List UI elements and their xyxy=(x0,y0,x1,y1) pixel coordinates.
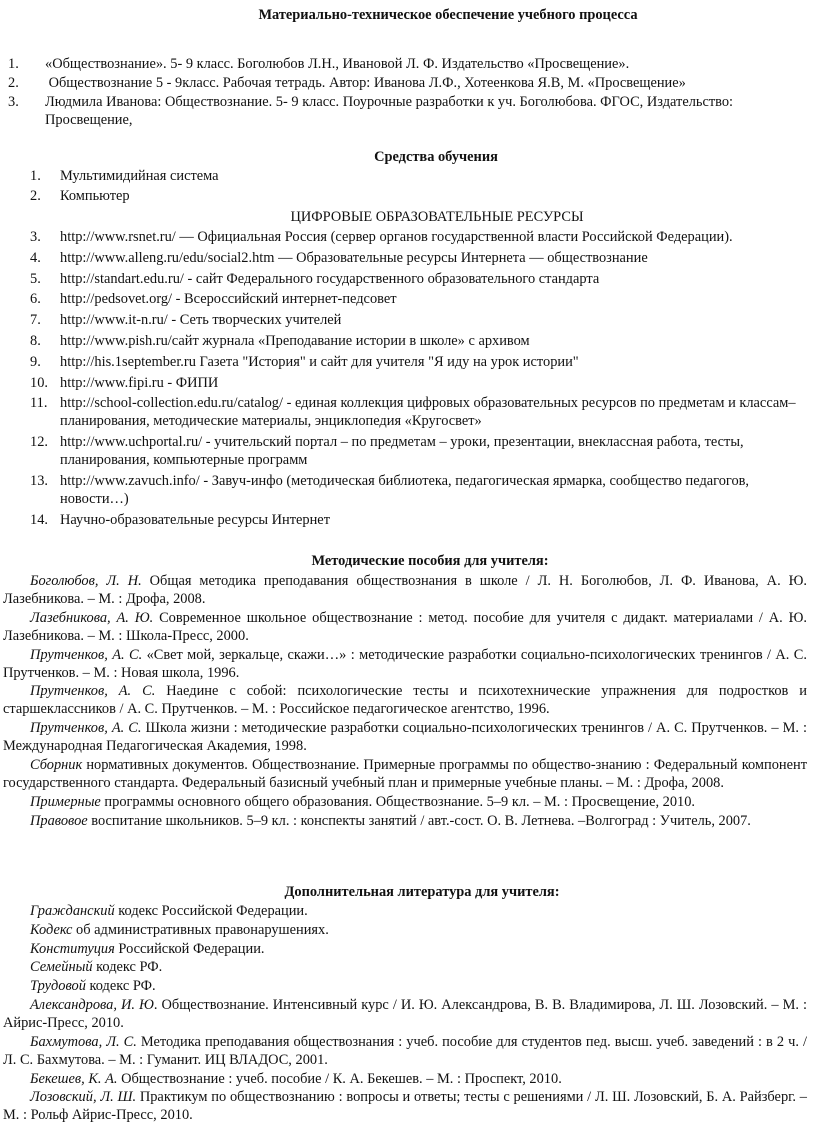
item-number: 6. xyxy=(30,291,41,308)
entry-text: кодекс Российской Федерации. xyxy=(114,903,308,919)
entry-text: Методика преподавания обществознания : учеб. пособие для студентов пед. высш. учеб. заведений : в 2 ч. / Л. С. Бахмутова. – М. : Гуманит. ИЦ ВЛАДОС, 2001. xyxy=(3,1033,807,1068)
list-item xyxy=(0,374,800,392)
item-text: http://his.1september.ru Газета "История" и сайт для учителя "Я иду на урок истории" xyxy=(60,353,579,370)
bibliography-entry xyxy=(3,793,807,811)
methodical-list xyxy=(0,572,816,830)
item-number: 5. xyxy=(30,270,41,287)
section-heading-additional: Дополнительная литература для учителя: xyxy=(284,884,560,900)
item-text: http://www.uchportal.ru/ - учительский портал – по предметам – уроки, презентации, внеклассная работа, тесты, планирования, компьютерные программ xyxy=(60,434,744,469)
entry-text: Школа жизни : методические разработки социально-психологических тренингов / А. С. Прутченков. – М. : Международная Педагогическая Академия, 1998. xyxy=(3,720,808,755)
bibliography-entry xyxy=(3,958,807,976)
entry-author: Бекешев, К. А. xyxy=(30,1070,118,1087)
item-number: 9. xyxy=(30,353,41,370)
item-text: http://www.alleng.ru/edu/social2.htm — Образовательные ресурсы Интернета — обществознание xyxy=(60,249,648,266)
list-item xyxy=(0,353,800,371)
item-text: Научно-образовательные ресурсы Интернет xyxy=(60,511,330,528)
bibliography-entry xyxy=(3,1033,807,1069)
list-item xyxy=(0,511,800,529)
bibliography-entry xyxy=(3,812,807,830)
list-item xyxy=(0,270,800,288)
list-item xyxy=(0,249,800,267)
entry-author: Примерные xyxy=(30,793,101,810)
item-number: 2. xyxy=(30,187,41,204)
list-item xyxy=(0,55,805,73)
entry-author: Прутченков, А. С. xyxy=(30,683,156,700)
list-item xyxy=(0,74,805,92)
item-text: Обществознание 5 - 9класс. Рабочая тетрадь. Автор: Иванова Л.Ф., Хотеенкова Я.В, М. «Просвещение» xyxy=(45,75,686,91)
bibliography-entry xyxy=(3,756,807,792)
item-number: 13. xyxy=(30,472,48,489)
list-item xyxy=(0,394,800,430)
bibliography-entry xyxy=(3,940,807,958)
item-number: 14. xyxy=(30,511,48,528)
list-item xyxy=(0,311,800,329)
textbook-list xyxy=(0,55,816,129)
entry-text: программы основного общего образования. Обществознание. 5–9 кл. – М. : Просвещение, 2010. xyxy=(100,793,696,810)
tools-list xyxy=(0,167,816,206)
section-heading-methodical: Методические пособия для учителя: xyxy=(311,553,549,569)
entry-text: воспитание школьников. 5–9 кл. : конспекты занятий / авт.-сост. О. В. Летнева. –Волгоград : Учитель, 2007. xyxy=(87,812,751,829)
entry-author: Семейный xyxy=(30,959,93,976)
bibliography-entry xyxy=(3,996,807,1032)
bibliography-entry xyxy=(3,646,807,682)
bibliography-entry xyxy=(3,977,807,995)
item-text: http://school-collection.edu.ru/catalog/ - единая коллекция цифровых образовательных ресурсов по предметам и классам– планирования, методические материалы, энциклопедия «Кругосвет» xyxy=(60,395,796,430)
entry-author: Александрова, И. Ю xyxy=(30,996,154,1013)
bibliography-entry xyxy=(3,572,807,608)
item-number: 7. xyxy=(30,312,41,329)
item-number: 11. xyxy=(30,395,48,412)
item-text: http://www.pish.ru/сайт журнала «Преподавание истории в школе» с архивом xyxy=(60,332,530,349)
entry-author: Сборник xyxy=(30,756,83,773)
entry-text: Наедине с собой: психологические тесты и психотехнические упражнения для подростков и старшеклассников / А. С. Прутченков. – М. : Российское педагогическое агентство, 1996. xyxy=(3,683,807,718)
entry-text: Общая методика преподавания обществознания в школе / Л. Н. Боголюбов, Л. Ф. Иванова, А. Ю. Лазебникова. – М. : Дрофа, 2008. xyxy=(3,573,808,607)
bibliography-entry xyxy=(3,682,807,718)
bibliography-entry xyxy=(3,921,807,939)
bibliography-entry xyxy=(3,609,807,645)
entry-text: «Свет мой, зеркальце, скажи…» : методические разработки социально-психологических тренингов / А. С. Прутченков. – М. : Новая школа, 1996. xyxy=(3,646,808,681)
item-text: Компьютер xyxy=(60,187,130,204)
item-number: 8. xyxy=(30,332,41,349)
entry-author: Конституция xyxy=(30,940,115,957)
item-text: «Обществознание». 5- 9 класс. Боголюбов Л.Н., Ивановой Л. Ф. Издательство «Просвещение». xyxy=(45,56,630,72)
entry-author: Боголюбов, Л. Н. xyxy=(30,573,142,589)
entry-text: . Обществознание. Интенсивный курс / И. Ю. Александрова, В. В. Владимирова, Л. Ш. Лозовский. – М. : Айрис-Пресс, 2010. xyxy=(3,996,807,1031)
bibliography-entry xyxy=(3,902,807,920)
item-text: http://www.rsnet.ru/ — Официальная Россия (сервер органов государственной власти Российской Федерации). xyxy=(60,229,733,245)
entry-text: кодекс РФ. xyxy=(85,978,156,995)
entry-author: Прутченков, А. С. xyxy=(30,646,143,663)
section-heading-tools: Средства обучения xyxy=(374,149,498,165)
item-text: http://standart.edu.ru/ - сайт Федерального государственного образовательного стандарта xyxy=(60,270,600,287)
section-heading-digital: ЦИФРОВЫЕ ОБРАЗОВАТЕЛЬНЫЕ РЕСУРСЫ xyxy=(290,209,584,225)
item-number: 3. xyxy=(30,229,41,245)
entry-text: Практикум по обществознанию : вопросы и ответы; тесты с решениями / Л. Ш. Лозовский, Б. А. Райзберг. – М. : Рольф Айрис-Пресс, 2010. xyxy=(3,1089,807,1124)
entry-text: об административных правонарушениях. xyxy=(72,921,329,938)
entry-author: Лозовский, Л. Ш. xyxy=(30,1089,137,1106)
additional-list xyxy=(0,902,816,1125)
list-item xyxy=(0,332,800,350)
entry-author: Трудовой xyxy=(30,978,86,995)
item-text: Мультимидийная система xyxy=(60,168,219,184)
bibliography-entry xyxy=(3,1088,807,1124)
list-item xyxy=(0,93,805,129)
item-number: 1. xyxy=(30,168,41,184)
list-item xyxy=(0,187,816,207)
bibliography-entry xyxy=(3,719,807,755)
entry-text: нормативных документов. Обществознание. Примерные программы по общество-знанию : Федеральный компонент государственного стандарта. Федеральный базисный учебный план и примерные учебные планы. – М. : Дрофа, 2008. xyxy=(3,756,807,791)
item-number: 10. xyxy=(30,374,48,391)
digital-resources-list xyxy=(0,228,816,532)
entry-author: Прутченков, А. С. xyxy=(30,720,142,737)
entry-author: Гражданский xyxy=(30,903,115,919)
list-item xyxy=(0,472,800,508)
item-text: http://pedsovet.org/ - Всероссийский интернет-педсовет xyxy=(60,291,397,308)
bibliography-entry xyxy=(3,1070,807,1088)
item-text: Людмила Иванова: Обществознание. 5- 9 класс. Поурочные разработки к уч. Боголюбова. ФГОС, Издательство: Просвещение, xyxy=(45,94,734,128)
list-item xyxy=(0,167,816,187)
item-number: 1. xyxy=(8,56,19,72)
entry-author: Лазебникова, А. Ю. xyxy=(30,609,154,626)
entry-text: Российской Федерации. xyxy=(114,940,265,957)
item-number: 2. xyxy=(8,75,19,91)
entry-text: Современное школьное обществознание : метод. пособие для учителя с дидакт. материалами / А. Ю. Лазебникова. – М. : Школа-Пресс, 2000. xyxy=(3,609,808,644)
item-number: 4. xyxy=(30,249,41,266)
list-item xyxy=(0,290,800,308)
entry-text: кодекс РФ. xyxy=(92,959,163,976)
item-number: 12. xyxy=(30,434,48,451)
list-item xyxy=(0,433,800,469)
item-number: 3. xyxy=(8,94,19,110)
entry-author: Кодекс xyxy=(30,921,73,938)
item-text: http://www.it-n.ru/ - Сеть творческих учителей xyxy=(60,312,342,329)
item-text: http://www.zavuch.info/ - Завуч-инфо (методическая библиотека, педагогическая ярмарка, сообщество педагогов, новости…) xyxy=(60,472,750,507)
item-text: http://www.fipi.ru - ФИПИ xyxy=(60,374,219,391)
entry-text: Обществознание : учеб. пособие / К. А. Бекешев. – М. : Проспект, 2010. xyxy=(117,1070,562,1087)
entry-author: Бахмутова, Л. С. xyxy=(30,1033,137,1050)
page-title: Материально-техническое обеспечение учебного процесса xyxy=(258,7,638,23)
entry-author: Правовое xyxy=(30,812,88,829)
list-item xyxy=(0,228,800,246)
